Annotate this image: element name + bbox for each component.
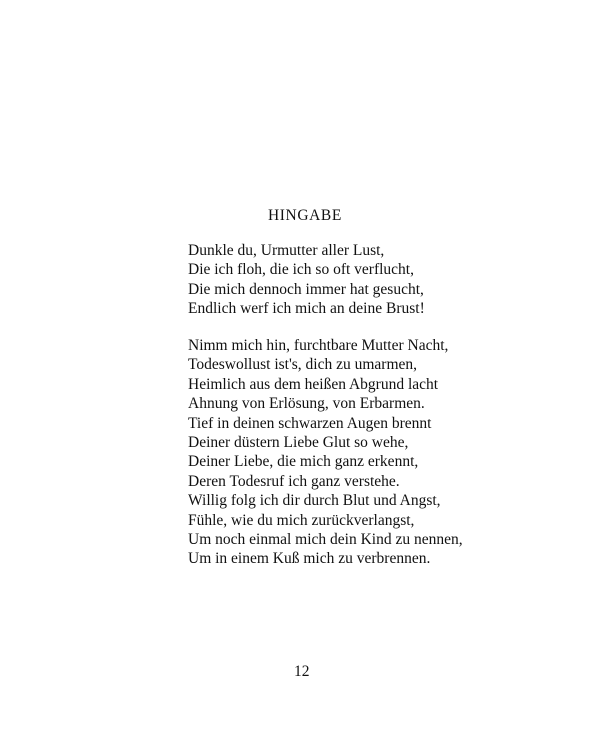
poem-line: Willig folg ich dir durch Blut und Angst, <box>188 492 441 510</box>
poem-line: Tief in deinen schwarzen Augen brennt <box>188 414 432 432</box>
poem-line: Ahnung von Erlösung, von Erbarmen. <box>188 395 425 413</box>
poem-line: Deiner düstern Liebe Glut so wehe, <box>188 434 409 452</box>
poem-line: Deren Todesruf ich ganz verstehe. <box>188 472 400 490</box>
poem-line: Um noch einmal mich dein Kind zu nennen, <box>188 531 463 549</box>
poem-title: HINGABE <box>268 207 342 224</box>
poem-line: Um in einem Kuß mich zu verbrennen. <box>188 550 431 568</box>
poem-line: Todeswollust ist's, dich zu umarmen, <box>188 356 418 374</box>
stanza-1 <box>188 241 425 319</box>
poem-line: Endlich werf ich mich an deine Brust! <box>188 300 425 318</box>
poem-line: Fühle, wie du mich zurückverlangst, <box>188 511 415 529</box>
poem-line: Dunkle du, Urmutter aller Lust, <box>188 242 385 259</box>
poem-line: Die ich floh, die ich so oft verflucht, <box>188 261 414 279</box>
poem-line: Deiner Liebe, die mich ganz erkennt, <box>188 453 419 471</box>
page-number: 12 <box>294 663 310 680</box>
poem-line: Nimm mich hin, furchtbare Mutter Nacht, <box>188 337 449 354</box>
poem-line: Heimlich aus dem heißen Abgrund lacht <box>188 375 439 393</box>
poem-line: Die mich dennoch immer hat gesucht, <box>188 280 424 298</box>
stanza-2 <box>188 336 463 569</box>
